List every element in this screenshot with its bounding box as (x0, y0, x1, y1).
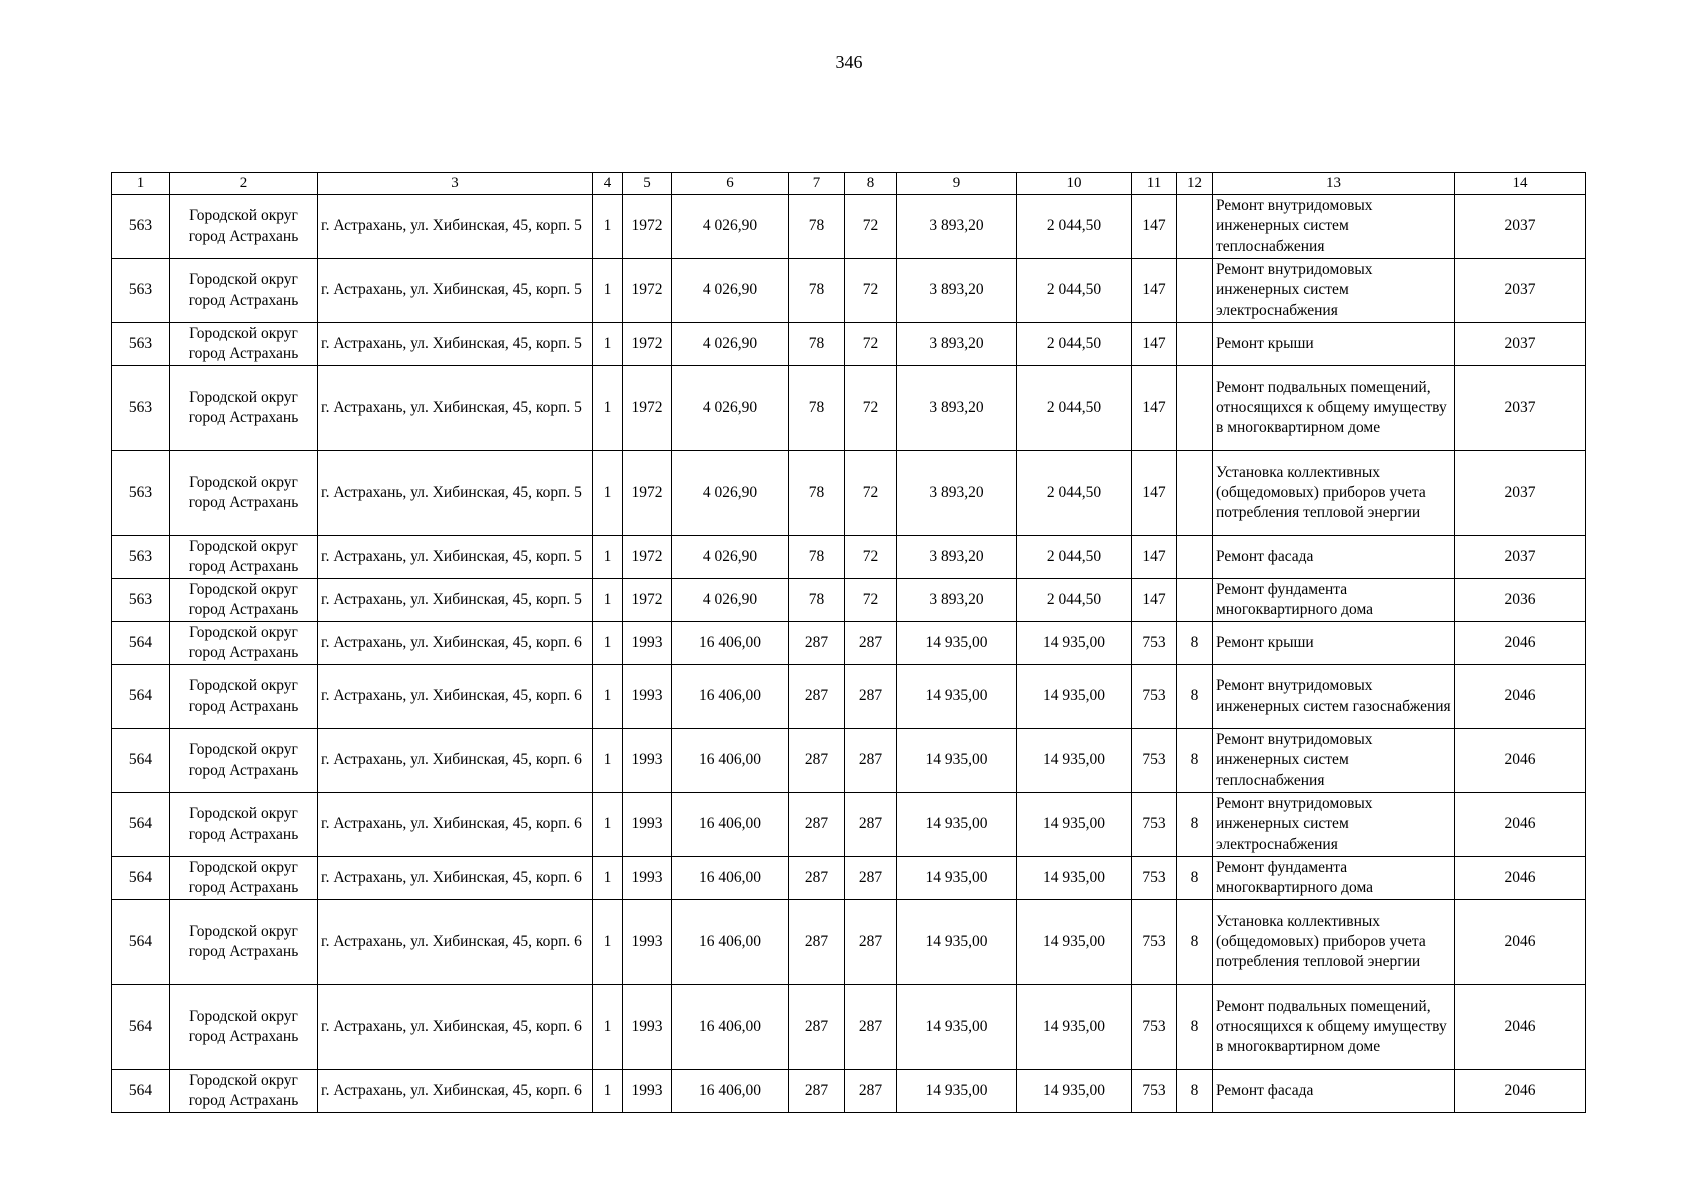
cell-col-12 (1177, 451, 1213, 536)
column-header-2: 2 (170, 173, 318, 195)
cell-col-9: 14 935,00 (897, 1070, 1017, 1113)
column-header-6: 6 (672, 173, 789, 195)
cell-row-number: 564 (112, 665, 170, 729)
cell-row-number: 563 (112, 451, 170, 536)
cell-col-10: 14 935,00 (1017, 729, 1132, 793)
cell-repair-year: 2046 (1455, 793, 1586, 857)
column-header-8: 8 (845, 173, 897, 195)
cell-municipality: Городской округ город Астрахань (170, 451, 318, 536)
cell-row-number: 564 (112, 622, 170, 665)
table-row (112, 857, 1586, 900)
cell-build-year: 1972 (623, 579, 672, 622)
table-row (112, 366, 1586, 451)
cell-col-7: 78 (789, 536, 845, 579)
cell-total-area: 16 406,00 (672, 729, 789, 793)
column-header-14: 14 (1455, 173, 1586, 195)
cell-total-area: 16 406,00 (672, 900, 789, 985)
cell-col-4: 1 (593, 729, 623, 793)
cell-col-8: 72 (845, 451, 897, 536)
cell-work-type: Ремонт внутридомовых инженерных систем газоснабжения (1213, 665, 1455, 729)
table-row (112, 195, 1586, 259)
cell-work-type: Ремонт внутридомовых инженерных систем электроснабжения (1213, 793, 1455, 857)
cell-col-7: 78 (789, 366, 845, 451)
cell-col-8: 287 (845, 1070, 897, 1113)
cell-municipality: Городской округ город Астрахань (170, 1070, 318, 1113)
cell-col-9: 3 893,20 (897, 366, 1017, 451)
cell-build-year: 1993 (623, 900, 672, 985)
cell-address: г. Астрахань, ул. Хибинская, 45, корп. 6 (318, 622, 593, 665)
cell-col-7: 287 (789, 900, 845, 985)
cell-row-number: 563 (112, 536, 170, 579)
cell-col-9: 14 935,00 (897, 665, 1017, 729)
cell-col-4: 1 (593, 195, 623, 259)
cell-row-number: 563 (112, 323, 170, 366)
cell-col-7: 287 (789, 665, 845, 729)
table-row (112, 793, 1586, 857)
cell-repair-year: 2046 (1455, 900, 1586, 985)
table-row (112, 451, 1586, 536)
cell-col-8: 287 (845, 900, 897, 985)
cell-address: г. Астрахань, ул. Хибинская, 45, корп. 5 (318, 259, 593, 323)
table-row (112, 665, 1586, 729)
cell-col-12: 8 (1177, 793, 1213, 857)
cell-build-year: 1993 (623, 793, 672, 857)
table-row (112, 1070, 1586, 1113)
column-header-4: 4 (593, 173, 623, 195)
cell-municipality: Городской округ город Астрахань (170, 579, 318, 622)
cell-col-11: 753 (1132, 665, 1177, 729)
column-header-10: 10 (1017, 173, 1132, 195)
cell-municipality: Городской округ город Астрахань (170, 323, 318, 366)
cell-municipality: Городской округ город Астрахань (170, 259, 318, 323)
cell-build-year: 1972 (623, 195, 672, 259)
cell-col-7: 287 (789, 729, 845, 793)
table-row (112, 323, 1586, 366)
cell-col-8: 72 (845, 259, 897, 323)
cell-col-10: 14 935,00 (1017, 985, 1132, 1070)
cell-col-7: 287 (789, 985, 845, 1070)
cell-address: г. Астрахань, ул. Хибинская, 45, корп. 5 (318, 366, 593, 451)
cell-address: г. Астрахань, ул. Хибинская, 45, корп. 5 (318, 579, 593, 622)
cell-row-number: 564 (112, 985, 170, 1070)
cell-col-10: 2 044,50 (1017, 323, 1132, 366)
cell-work-type: Ремонт крыши (1213, 622, 1455, 665)
cell-col-9: 14 935,00 (897, 622, 1017, 665)
cell-row-number: 563 (112, 259, 170, 323)
cell-col-4: 1 (593, 985, 623, 1070)
cell-repair-year: 2046 (1455, 665, 1586, 729)
cell-col-9: 14 935,00 (897, 729, 1017, 793)
cell-col-12: 8 (1177, 622, 1213, 665)
cell-address: г. Астрахань, ул. Хибинская, 45, корп. 5 (318, 323, 593, 366)
cell-repair-year: 2036 (1455, 579, 1586, 622)
cell-total-area: 4 026,90 (672, 366, 789, 451)
cell-col-12: 8 (1177, 665, 1213, 729)
cell-col-11: 753 (1132, 729, 1177, 793)
cell-col-4: 1 (593, 259, 623, 323)
cell-col-12 (1177, 323, 1213, 366)
cell-col-9: 14 935,00 (897, 985, 1017, 1070)
cell-work-type: Установка коллективных (общедомовых) приборов учета потребления тепловой энергии (1213, 900, 1455, 985)
cell-total-area: 4 026,90 (672, 195, 789, 259)
cell-municipality: Городской округ город Астрахань (170, 195, 318, 259)
cell-col-9: 14 935,00 (897, 793, 1017, 857)
cell-repair-year: 2037 (1455, 366, 1586, 451)
cell-col-8: 72 (845, 366, 897, 451)
cell-col-9: 3 893,20 (897, 579, 1017, 622)
cell-address: г. Астрахань, ул. Хибинская, 45, корп. 6 (318, 985, 593, 1070)
cell-col-12 (1177, 366, 1213, 451)
table-body (112, 195, 1586, 1113)
cell-row-number: 564 (112, 1070, 170, 1113)
cell-col-12 (1177, 579, 1213, 622)
cell-repair-year: 2046 (1455, 622, 1586, 665)
cell-total-area: 16 406,00 (672, 1070, 789, 1113)
cell-col-10: 2 044,50 (1017, 536, 1132, 579)
cell-build-year: 1972 (623, 536, 672, 579)
cell-municipality: Городской округ город Астрахань (170, 622, 318, 665)
cell-col-7: 287 (789, 793, 845, 857)
cell-col-7: 287 (789, 622, 845, 665)
cell-address: г. Астрахань, ул. Хибинская, 45, корп. 5 (318, 451, 593, 536)
cell-work-type: Ремонт внутридомовых инженерных систем электроснабжения (1213, 259, 1455, 323)
cell-col-10: 14 935,00 (1017, 900, 1132, 985)
column-header-13: 13 (1213, 173, 1455, 195)
cell-address: г. Астрахань, ул. Хибинская, 45, корп. 5 (318, 536, 593, 579)
cell-col-11: 147 (1132, 451, 1177, 536)
cell-address: г. Астрахань, ул. Хибинская, 45, корп. 6 (318, 1070, 593, 1113)
cell-build-year: 1972 (623, 259, 672, 323)
cell-col-4: 1 (593, 1070, 623, 1113)
cell-col-7: 78 (789, 323, 845, 366)
cell-col-12: 8 (1177, 729, 1213, 793)
cell-col-4: 1 (593, 900, 623, 985)
capital-repair-table (111, 172, 1586, 1113)
cell-row-number: 564 (112, 900, 170, 985)
cell-col-4: 1 (593, 366, 623, 451)
cell-col-7: 287 (789, 857, 845, 900)
cell-build-year: 1972 (623, 323, 672, 366)
cell-col-8: 287 (845, 729, 897, 793)
cell-col-11: 753 (1132, 622, 1177, 665)
cell-municipality: Городской округ город Астрахань (170, 857, 318, 900)
cell-col-4: 1 (593, 665, 623, 729)
cell-repair-year: 2037 (1455, 451, 1586, 536)
cell-col-8: 287 (845, 622, 897, 665)
cell-col-4: 1 (593, 451, 623, 536)
cell-build-year: 1993 (623, 622, 672, 665)
cell-total-area: 16 406,00 (672, 793, 789, 857)
cell-col-8: 72 (845, 579, 897, 622)
cell-col-11: 147 (1132, 536, 1177, 579)
cell-build-year: 1972 (623, 366, 672, 451)
cell-col-9: 3 893,20 (897, 451, 1017, 536)
cell-col-10: 14 935,00 (1017, 622, 1132, 665)
cell-work-type: Установка коллективных (общедомовых) приборов учета потребления тепловой энергии (1213, 451, 1455, 536)
cell-col-4: 1 (593, 622, 623, 665)
cell-col-11: 147 (1132, 259, 1177, 323)
cell-work-type: Ремонт внутридомовых инженерных систем теплоснабжения (1213, 729, 1455, 793)
page-number: 346 (835, 52, 863, 72)
cell-municipality: Городской округ город Астрахань (170, 729, 318, 793)
cell-col-4: 1 (593, 536, 623, 579)
cell-col-8: 287 (845, 857, 897, 900)
cell-municipality: Городской округ город Астрахань (170, 900, 318, 985)
cell-row-number: 563 (112, 579, 170, 622)
cell-col-8: 287 (845, 985, 897, 1070)
cell-col-4: 1 (593, 323, 623, 366)
cell-col-11: 147 (1132, 366, 1177, 451)
cell-work-type: Ремонт фундамента многоквартирного дома (1213, 857, 1455, 900)
cell-col-12: 8 (1177, 857, 1213, 900)
cell-row-number: 564 (112, 793, 170, 857)
cell-col-4: 1 (593, 857, 623, 900)
cell-municipality: Городской округ город Астрахань (170, 985, 318, 1070)
cell-total-area: 16 406,00 (672, 985, 789, 1070)
column-header-12: 12 (1177, 173, 1213, 195)
cell-col-12: 8 (1177, 985, 1213, 1070)
cell-repair-year: 2046 (1455, 1070, 1586, 1113)
cell-municipality: Городской округ город Астрахань (170, 366, 318, 451)
cell-row-number: 564 (112, 729, 170, 793)
cell-col-8: 72 (845, 536, 897, 579)
cell-repair-year: 2037 (1455, 323, 1586, 366)
column-header-9: 9 (897, 173, 1017, 195)
cell-col-11: 753 (1132, 1070, 1177, 1113)
cell-total-area: 4 026,90 (672, 451, 789, 536)
cell-col-9: 3 893,20 (897, 536, 1017, 579)
cell-work-type: Ремонт подвальных помещений, относящихся к общему имуществу в многоквартирном доме (1213, 366, 1455, 451)
cell-address: г. Астрахань, ул. Хибинская, 45, корп. 6 (318, 793, 593, 857)
column-header-11: 11 (1132, 173, 1177, 195)
cell-repair-year: 2046 (1455, 985, 1586, 1070)
table-row (112, 622, 1586, 665)
cell-col-12: 8 (1177, 900, 1213, 985)
cell-col-10: 2 044,50 (1017, 259, 1132, 323)
cell-total-area: 4 026,90 (672, 579, 789, 622)
cell-col-10: 2 044,50 (1017, 451, 1132, 536)
cell-col-10: 2 044,50 (1017, 366, 1132, 451)
cell-col-11: 753 (1132, 985, 1177, 1070)
cell-total-area: 4 026,90 (672, 536, 789, 579)
cell-col-4: 1 (593, 579, 623, 622)
table-row (112, 729, 1586, 793)
cell-work-type: Ремонт подвальных помещений, относящихся к общему имуществу в многоквартирном доме (1213, 985, 1455, 1070)
table-row (112, 259, 1586, 323)
cell-build-year: 1993 (623, 857, 672, 900)
cell-col-11: 753 (1132, 900, 1177, 985)
cell-build-year: 1993 (623, 1070, 672, 1113)
cell-address: г. Астрахань, ул. Хибинская, 45, корп. 6 (318, 900, 593, 985)
cell-repair-year: 2037 (1455, 259, 1586, 323)
cell-col-12: 8 (1177, 1070, 1213, 1113)
cell-col-7: 78 (789, 579, 845, 622)
cell-col-10: 2 044,50 (1017, 579, 1132, 622)
cell-repair-year: 2037 (1455, 536, 1586, 579)
cell-address: г. Астрахань, ул. Хибинская, 45, корп. 6 (318, 729, 593, 793)
cell-build-year: 1972 (623, 451, 672, 536)
cell-col-11: 147 (1132, 323, 1177, 366)
cell-col-12 (1177, 536, 1213, 579)
cell-total-area: 16 406,00 (672, 622, 789, 665)
cell-col-10: 2 044,50 (1017, 195, 1132, 259)
cell-col-10: 14 935,00 (1017, 665, 1132, 729)
cell-work-type: Ремонт фундамента многоквартирного дома (1213, 579, 1455, 622)
cell-col-9: 3 893,20 (897, 195, 1017, 259)
cell-col-11: 147 (1132, 195, 1177, 259)
cell-col-8: 287 (845, 665, 897, 729)
cell-total-area: 16 406,00 (672, 857, 789, 900)
column-header-3: 3 (318, 173, 593, 195)
cell-col-8: 72 (845, 323, 897, 366)
cell-repair-year: 2046 (1455, 729, 1586, 793)
cell-work-type: Ремонт крыши (1213, 323, 1455, 366)
cell-work-type: Ремонт внутридомовых инженерных систем теплоснабжения (1213, 195, 1455, 259)
cell-total-area: 4 026,90 (672, 259, 789, 323)
cell-repair-year: 2037 (1455, 195, 1586, 259)
cell-row-number: 563 (112, 195, 170, 259)
cell-col-7: 287 (789, 1070, 845, 1113)
cell-col-11: 753 (1132, 793, 1177, 857)
cell-col-7: 78 (789, 195, 845, 259)
cell-col-12 (1177, 195, 1213, 259)
cell-col-10: 14 935,00 (1017, 857, 1132, 900)
table-row (112, 985, 1586, 1070)
cell-municipality: Городской округ город Астрахань (170, 665, 318, 729)
cell-col-7: 78 (789, 259, 845, 323)
cell-col-8: 72 (845, 195, 897, 259)
cell-col-9: 3 893,20 (897, 323, 1017, 366)
cell-work-type: Ремонт фасада (1213, 1070, 1455, 1113)
cell-total-area: 4 026,90 (672, 323, 789, 366)
cell-col-12 (1177, 259, 1213, 323)
cell-col-4: 1 (593, 793, 623, 857)
cell-row-number: 564 (112, 857, 170, 900)
cell-row-number: 563 (112, 366, 170, 451)
cell-address: г. Астрахань, ул. Хибинская, 45, корп. 5 (318, 195, 593, 259)
cell-municipality: Городской округ город Астрахань (170, 536, 318, 579)
cell-build-year: 1993 (623, 665, 672, 729)
column-header-5: 5 (623, 173, 672, 195)
cell-municipality: Городской округ город Астрахань (170, 793, 318, 857)
table-row (112, 579, 1586, 622)
column-header-1: 1 (112, 173, 170, 195)
cell-col-7: 78 (789, 451, 845, 536)
cell-build-year: 1993 (623, 729, 672, 793)
table-row (112, 900, 1586, 985)
cell-total-area: 16 406,00 (672, 665, 789, 729)
cell-address: г. Астрахань, ул. Хибинская, 45, корп. 6 (318, 665, 593, 729)
cell-work-type: Ремонт фасада (1213, 536, 1455, 579)
cell-col-9: 14 935,00 (897, 900, 1017, 985)
cell-col-11: 753 (1132, 857, 1177, 900)
table-row (112, 536, 1586, 579)
cell-col-9: 14 935,00 (897, 857, 1017, 900)
cell-col-10: 14 935,00 (1017, 793, 1132, 857)
cell-address: г. Астрахань, ул. Хибинская, 45, корп. 6 (318, 857, 593, 900)
cell-col-8: 287 (845, 793, 897, 857)
cell-col-10: 14 935,00 (1017, 1070, 1132, 1113)
cell-col-11: 147 (1132, 579, 1177, 622)
column-number-header (112, 173, 1586, 195)
cell-repair-year: 2046 (1455, 857, 1586, 900)
column-header-7: 7 (789, 173, 845, 195)
cell-col-9: 3 893,20 (897, 259, 1017, 323)
cell-build-year: 1993 (623, 985, 672, 1070)
